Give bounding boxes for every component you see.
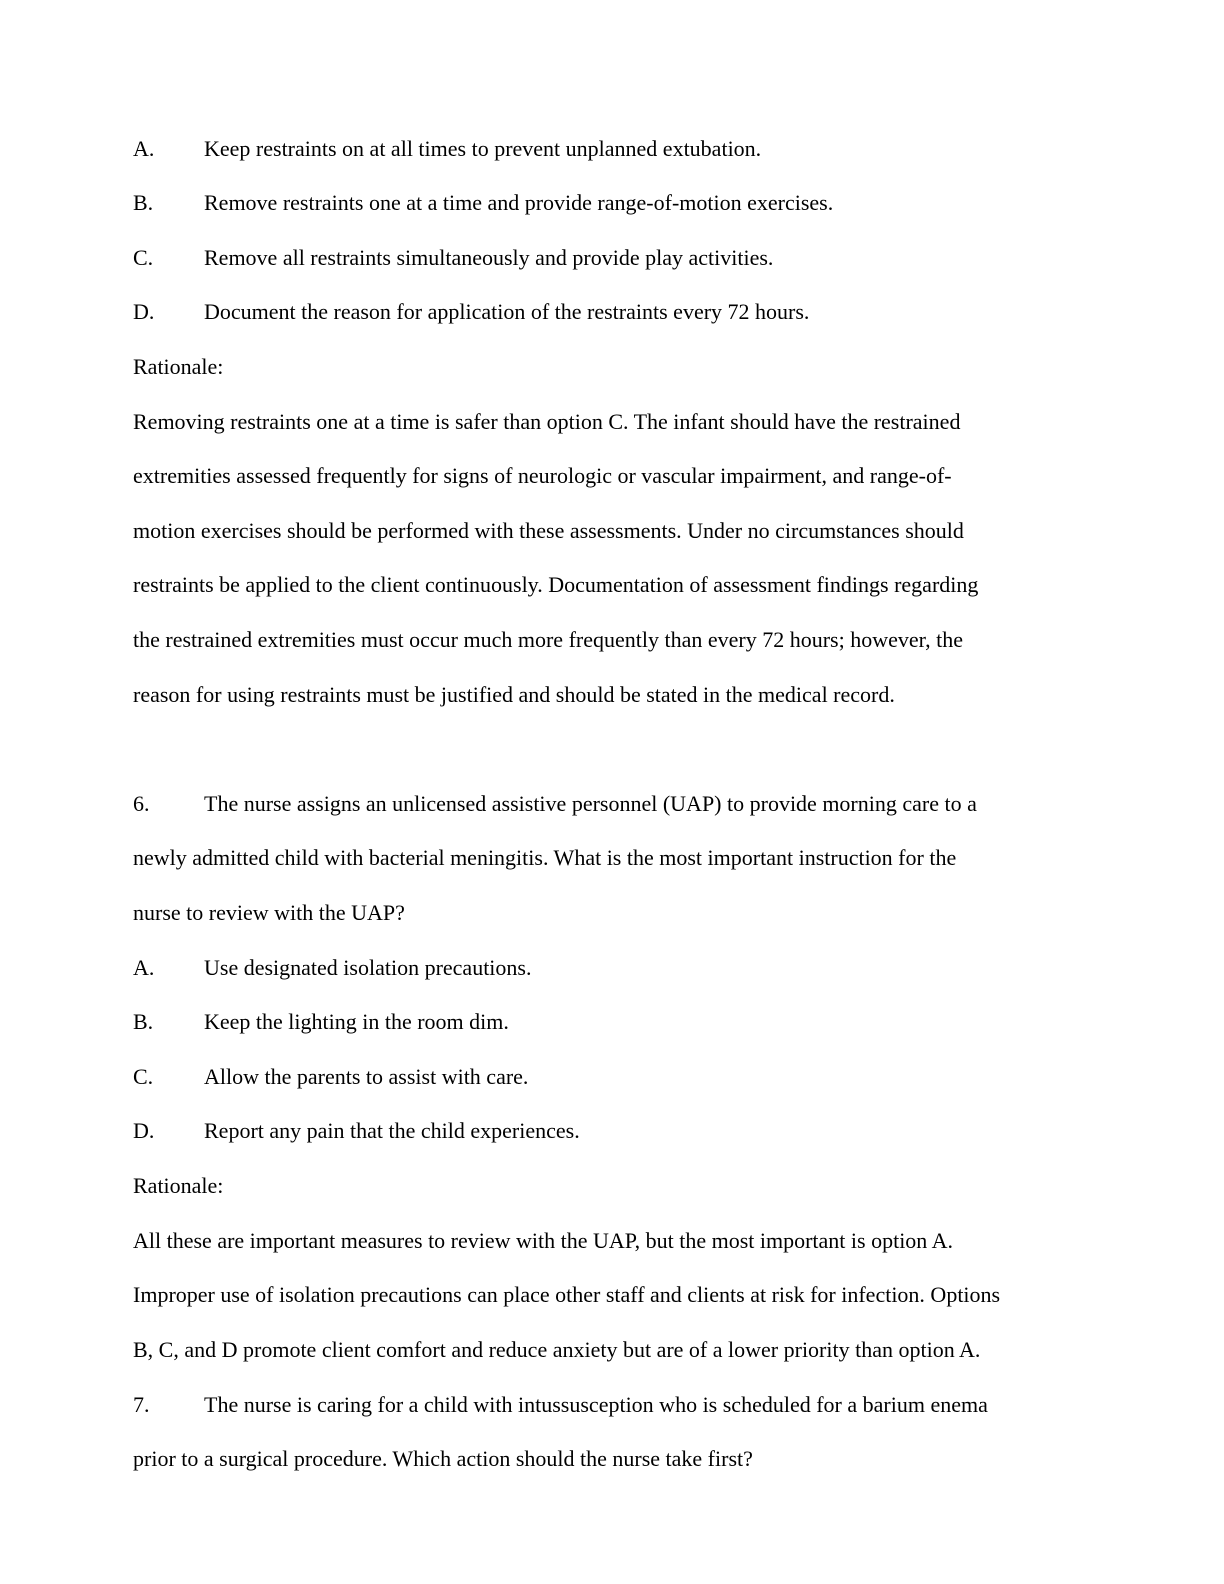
q6-rationale-line: Improper use of isolation precautions can place other staff and clients at risk for infection. Options: [133, 1282, 1001, 1307]
q5-option-a: [133, 136, 761, 162]
option-text: Use designated isolation precautions.: [204, 955, 532, 980]
stem-text: The nurse is caring for a child with intussusception who is scheduled for a barium enema: [204, 1392, 988, 1417]
q5-option-c: [133, 245, 773, 271]
option-letter: A.: [133, 136, 155, 161]
q6-stem-line: [133, 791, 977, 817]
q5-rationale-line: extremities assessed frequently for signs of neurologic or vascular impairment, and range-of-: [133, 463, 952, 488]
q5-rationale-line: restraints be applied to the client continuously. Documentation of assessment findings regarding: [133, 572, 979, 597]
q6-option-c: [133, 1064, 528, 1090]
q5-rationale-line: reason for using restraints must be justified and should be stated in the medical record.: [133, 682, 895, 707]
q7-stem-line: [133, 1392, 988, 1418]
option-text: Report any pain that the child experiences.: [204, 1118, 580, 1143]
option-letter: C.: [133, 1064, 154, 1089]
option-letter: A.: [133, 955, 155, 980]
q6-rationale-line: B, C, and D promote client comfort and reduce anxiety but are of a lower priority than option A.: [133, 1337, 981, 1362]
q6-option-b: [133, 1009, 509, 1035]
option-letter: B.: [133, 190, 154, 215]
q7-stem-line: prior to a surgical procedure. Which action should the nurse take first?: [133, 1446, 753, 1471]
q6-option-a: [133, 955, 531, 981]
q5-option-d: [133, 299, 809, 325]
option-text: Keep the lighting in the room dim.: [204, 1009, 509, 1034]
q6-rationale-line: All these are important measures to review with the UAP, but the most important is option A.: [133, 1228, 953, 1253]
q6-stem-line: nurse to review with the UAP?: [133, 900, 405, 925]
option-text: Remove restraints one at a time and provide range-of-motion exercises.: [204, 190, 834, 215]
option-letter: C.: [133, 245, 154, 270]
q6-option-d: [133, 1118, 580, 1144]
q5-rationale-line: motion exercises should be performed with these assessments. Under no circumstances should: [133, 518, 964, 543]
q6-stem-line: newly admitted child with bacterial meningitis. What is the most important instruction for the: [133, 845, 957, 870]
q5-rationale-line: the restrained extremities must occur much more frequently than every 72 hours; however, the: [133, 627, 963, 652]
q5-option-b: [133, 190, 833, 216]
option-text: Keep restraints on at all times to prevent unplanned extubation.: [204, 136, 762, 161]
option-letter: D.: [133, 1118, 155, 1143]
option-letter: B.: [133, 1009, 154, 1034]
stem-text: The nurse assigns an unlicensed assistive personnel (UAP) to provide morning care to a: [204, 791, 977, 816]
option-letter: D.: [133, 299, 155, 324]
q5-rationale-label: Rationale:: [133, 354, 224, 379]
q5-rationale-line: Removing restraints one at a time is safer than option C. The infant should have the restrained: [133, 409, 961, 434]
question-number: 6.: [133, 791, 150, 816]
q6-rationale-label: Rationale:: [133, 1173, 224, 1198]
option-text: Document the reason for application of the restraints every 72 hours.: [204, 299, 810, 324]
question-number: 7.: [133, 1392, 150, 1417]
option-text: Allow the parents to assist with care.: [204, 1064, 529, 1089]
option-text: Remove all restraints simultaneously and provide play activities.: [204, 245, 774, 270]
